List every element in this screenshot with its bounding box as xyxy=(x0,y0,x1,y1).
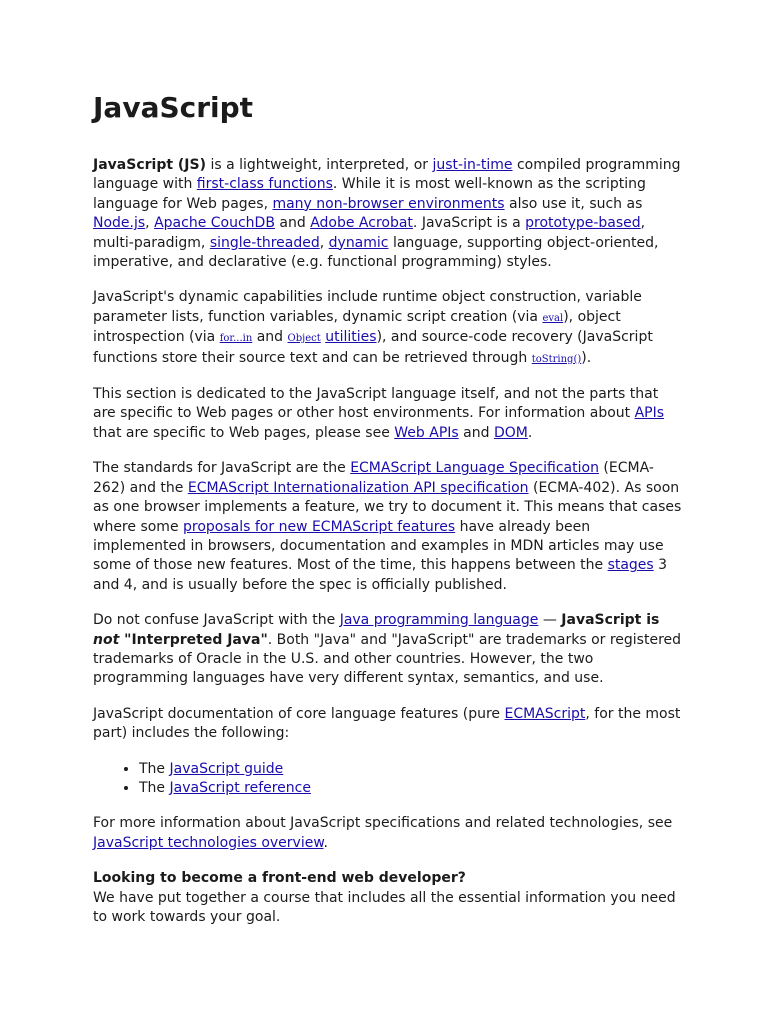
page-title: JavaScript xyxy=(93,91,254,124)
text-run: For more information about JavaScript specifications and related technologies, see xyxy=(93,815,673,832)
core-docs-paragraph xyxy=(93,705,683,744)
text-run: JavaScript documentation of core language features (pure xyxy=(93,705,505,722)
text-run: "Interpreted Java" xyxy=(119,631,268,648)
dynamic-capabilities-paragraph xyxy=(93,288,683,369)
text-run: ), object introspection (via xyxy=(93,308,621,346)
text-run: compiled programming language with xyxy=(93,157,681,193)
text-run: , xyxy=(319,234,329,251)
link-tostring[interactable]: toString() xyxy=(531,353,582,365)
list-item xyxy=(139,760,683,779)
link-java-programming-language[interactable]: Java programming language xyxy=(339,612,539,629)
link-prototype-based[interactable]: prototype-based xyxy=(525,215,641,232)
text-run: . While it is most well-known as the scripting language for Web pages, xyxy=(93,176,646,212)
emphasis-not: not xyxy=(93,631,120,648)
link-ecmascript-proposals[interactable]: proposals for new ECMAScript features xyxy=(183,518,456,535)
text-run: , xyxy=(145,215,155,232)
text-run: that are specific to Web pages, please see xyxy=(93,424,395,441)
text-run: . Both "Java" and "JavaScript" are trademarks or registered trademarks of Oracle in the U.S. and other countries. However, the two programming languages have very different syntax, semantics, and use. xyxy=(93,631,682,687)
text-run: and xyxy=(274,215,311,232)
text-run: 3 and 4, and is usually before the spec is officially published. xyxy=(93,557,668,593)
link-ecmascript-language-specification[interactable]: ECMAScript Language Specification xyxy=(350,460,599,477)
link-apis[interactable]: APIs xyxy=(634,405,665,422)
link-javascript-technologies-overview[interactable]: JavaScript technologies overview xyxy=(93,834,324,851)
text-run: . xyxy=(323,834,328,851)
text-run: ). xyxy=(581,349,592,366)
link-just-in-time[interactable]: just-in-time xyxy=(432,157,513,173)
scope-paragraph xyxy=(93,385,683,443)
link-apache-couchdb[interactable]: Apache CouchDB xyxy=(154,215,275,232)
text-run: JavaScript is xyxy=(561,612,660,629)
docs-list xyxy=(93,760,683,799)
link-for-in[interactable]: for...in xyxy=(219,333,253,345)
list-item xyxy=(139,779,683,798)
text-run: , multi-paradigm, xyxy=(93,215,646,251)
callout-heading: Looking to become a front-end web developer? xyxy=(93,870,466,887)
text-run: . xyxy=(527,424,533,441)
text-run: This section is dedicated to the JavaScript language itself, and not the parts that are specific to Web pages or other host environments. For information about xyxy=(93,386,659,422)
text-run: (ECMA-262) and the xyxy=(93,460,654,496)
link-dynamic[interactable]: dynamic xyxy=(328,234,389,251)
link-adobe-acrobat[interactable]: Adobe Acrobat xyxy=(310,215,413,232)
text-run: language, supporting object-oriented, imperative, and declarative (e.g. functional programming) styles. xyxy=(93,234,659,271)
link-eval[interactable]: eval xyxy=(542,312,564,324)
link-javascript-guide[interactable]: JavaScript guide xyxy=(169,760,284,777)
text-run: The xyxy=(139,760,170,777)
link-ecmascript-internationalization-api[interactable]: ECMAScript Internationalization API specification xyxy=(187,479,529,496)
more-info-paragraph xyxy=(93,814,683,853)
intro-paragraph xyxy=(93,156,683,272)
article-body xyxy=(93,86,683,943)
link-utilities[interactable]: utilities xyxy=(325,329,377,346)
link-dom[interactable]: DOM xyxy=(493,424,528,441)
text-run: (ECMA-402). As soon as one browser implements a feature, we try to document it. This means that cases where some xyxy=(93,479,682,535)
text-run: also use it, such as xyxy=(504,195,643,212)
link-stages[interactable]: stages xyxy=(607,557,654,574)
text-run: The standards for JavaScript are the xyxy=(93,460,351,477)
link-single-threaded[interactable]: single-threaded xyxy=(209,234,320,251)
text-run: . JavaScript is a xyxy=(412,215,526,232)
link-ecmascript[interactable]: ECMAScript xyxy=(504,705,586,722)
link-object[interactable]: Object xyxy=(287,333,321,345)
term-javascript: JavaScript (JS) xyxy=(93,157,206,173)
text-run: JavaScript's dynamic capabilities include runtime object construction, variable parameter lists, function variables, dynamic script creation (via xyxy=(93,289,642,325)
text-run: ), and source-code recovery (JavaScript functions store their source text and can be retrieved through xyxy=(93,329,653,366)
text-run: The xyxy=(139,779,170,796)
link-web-apis[interactable]: Web APIs xyxy=(394,424,459,441)
link-non-browser-environments[interactable]: many non-browser environments xyxy=(272,195,505,212)
text-run: and xyxy=(458,424,494,441)
java-confusion-paragraph xyxy=(93,611,683,689)
text-run: and xyxy=(252,329,288,346)
standards-paragraph xyxy=(93,459,683,595)
front-end-callout xyxy=(93,869,683,927)
text-run: , for the most part) includes the following: xyxy=(93,705,681,742)
text-run: Do not confuse JavaScript with the xyxy=(93,612,340,629)
link-first-class-functions[interactable]: first-class functions xyxy=(196,176,333,193)
link-javascript-reference[interactable]: JavaScript reference xyxy=(169,779,311,796)
callout-text: We have put together a course that includes all the essential information you need to work towards your goal. xyxy=(93,889,676,925)
text-run: — xyxy=(538,612,562,629)
link-nodejs[interactable]: Node.js xyxy=(93,215,146,232)
text-run: have already been implemented in browsers, documentation and examples in MDN articles may use some of those new features. Most of the time, this happens between the xyxy=(93,518,664,574)
text-run: is a lightweight, interpreted, or xyxy=(206,157,433,173)
